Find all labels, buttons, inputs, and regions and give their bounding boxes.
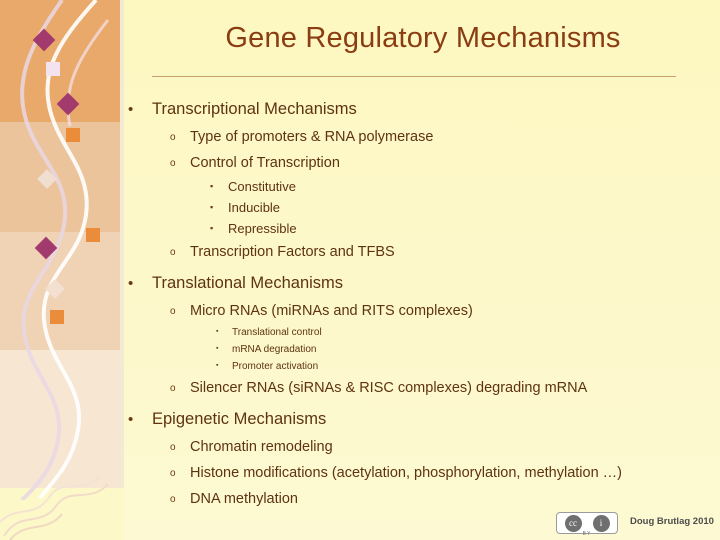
bullet-marker: o [170,383,176,394]
cc-by-icon: i [593,515,610,532]
outline-text: mRNA degradation [232,344,317,355]
outline-text: Control of Transcription [190,155,340,171]
helix-node-4 [66,128,80,142]
outline-text: Transcription Factors and TFBS [190,244,395,260]
outline-item-level1 [128,94,712,125]
outline-item-level1 [128,404,712,435]
helix-node-2 [46,62,60,76]
outline-text: Promoter activation [232,361,319,372]
outline-item-level4 [128,359,712,376]
decorative-side-band [0,0,124,540]
outline-item-level2 [128,435,712,461]
outline-text: Epigenetic Mechanisms [152,410,327,428]
outline-item-level3 [128,177,712,198]
bullet-marker: o [170,494,176,505]
bullet-marker: ▪ [210,181,214,191]
outline-item-level2 [128,299,712,325]
outline-item-level2 [128,125,712,151]
outline-text: Micro RNAs (miRNAs and RITS complexes) [190,303,473,319]
outline-text: Inducible [228,200,281,215]
cc-badge-caption: BY [582,531,592,537]
outline-item-level1 [128,268,712,299]
outline-item-level4 [128,342,712,359]
bullet-marker: o [170,247,176,258]
outline-text: Chromatin remodeling [190,439,333,455]
bullet-marker: ▪ [216,328,219,335]
outline-text: Constitutive [228,179,296,194]
bullet-marker: o [170,132,176,143]
bullet-marker: ▪ [210,202,214,212]
outline-text: Transcriptional Mechanisms [152,100,357,118]
outline-item-level2 [128,240,712,266]
bullet-marker: o [170,306,176,317]
bullet-marker: • [128,101,134,118]
helix-node-9 [50,310,64,324]
bullet-marker: o [170,442,176,453]
slide-title: Gene Regulatory Mechanisms [225,22,621,54]
outline-text: Silencer RNAs (siRNAs & RISC complexes) degrading mRNA [190,380,588,396]
outline-text: Repressible [228,221,297,236]
author-credit: Doug Brutlag 2010 [630,516,714,527]
bullet-marker: ▪ [210,223,214,233]
bullet-marker: • [128,411,134,428]
outline-item-level2 [128,151,712,177]
bullet-marker: o [170,468,176,479]
outline-item-level3 [128,219,712,240]
title-divider [152,76,676,77]
outline-item-level2 [128,461,712,487]
bullet-marker: o [170,158,176,169]
outline-text: DNA methylation [190,491,298,507]
helix-node-7 [86,228,100,242]
bullet-marker: ▪ [216,362,219,369]
bottom-swirl-graphic [0,470,124,540]
dna-helix-graphic [0,0,124,500]
outline-item-level2 [128,487,712,513]
outline-text: Translational Mechanisms [152,274,344,292]
outline-text: Histone modifications (acetylation, phosphorylation, methylation …) [190,465,622,481]
outline-text: Type of promoters & RNA polymerase [190,129,434,145]
outline-item-level3 [128,198,712,219]
outline-item-level4 [128,325,712,342]
outline-text: Translational control [232,327,322,338]
cc-mark-icon: cc [565,515,582,532]
bullet-marker: ▪ [216,345,219,352]
outline-body [128,92,712,513]
outline-item-level2 [128,376,712,402]
bullet-marker: • [128,275,134,292]
